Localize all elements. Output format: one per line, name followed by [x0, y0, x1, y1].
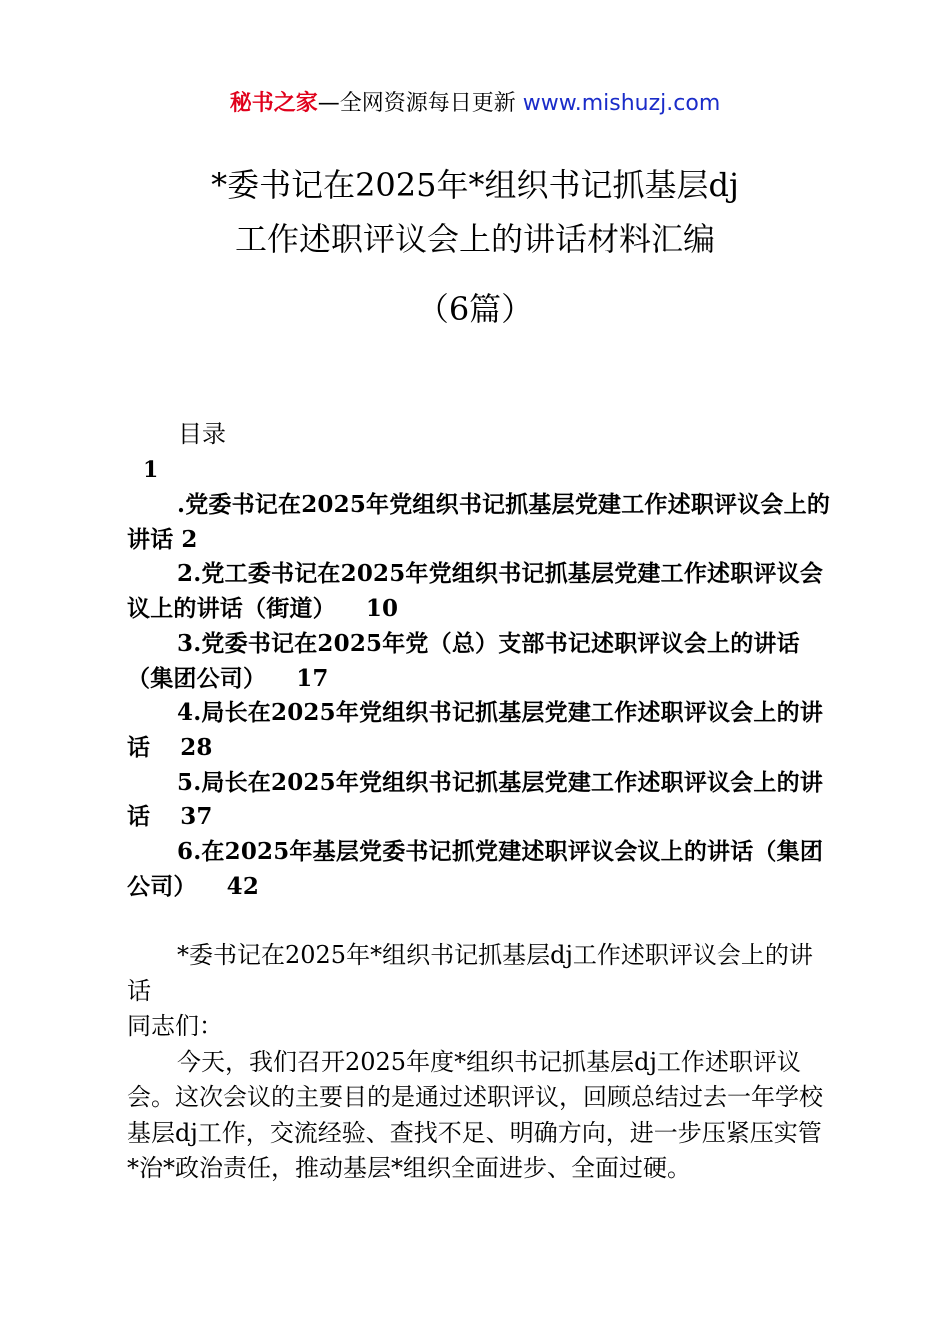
toc-first-number: 1	[143, 457, 159, 483]
toc-item-text: .党委书记在2025年党组织书记抓基层党建工作述职评议会上的讲话	[127, 491, 831, 553]
toc-item-page: 10	[365, 595, 399, 623]
section-title: *委书记在2025年*组织书记抓基层dj工作述职评议会上的讲话	[127, 941, 813, 1005]
document-title	[0, 158, 950, 336]
toc-item-text: 3.党委书记在2025年党（总）支部书记述职评议会上的讲话（集团公司）	[127, 629, 800, 692]
document-body	[127, 938, 833, 1187]
site-brand: 秘书之家	[229, 91, 318, 116]
toc-item[interactable]	[127, 696, 833, 765]
title-line-2: 工作述职评议会上的讲话材料汇编	[234, 220, 715, 258]
salutation: 同志们：	[127, 1012, 223, 1040]
toc-item-text: 6.在2025年基层党委书记抓党建述职评议会议上的讲话（集团公司）	[127, 838, 824, 900]
title-line-1: *委书记在2025年*组织书记抓基层dj	[211, 166, 739, 204]
toc-item-page: 17	[296, 664, 329, 692]
toc-item-page: 37	[180, 803, 213, 831]
toc-item[interactable]	[127, 557, 833, 626]
site-url-link[interactable]: www.mishuzj.com	[522, 91, 721, 116]
toc-item[interactable]	[127, 835, 833, 904]
toc-item[interactable]	[127, 488, 833, 557]
toc-item-page: 2	[181, 525, 198, 553]
toc-item-text: 4.局长在2025年党组织书记抓基层党建工作述职评议会上的讲话	[127, 699, 824, 761]
site-slogan: —全网资源每日更新	[317, 91, 516, 116]
toc-heading: 目录	[178, 420, 226, 448]
table-of-contents	[127, 488, 833, 904]
body-paragraph: 今天，我们召开2025年度*组织书记抓基层dj工作述职评议会。这次会议的主要目的是通过述职评议，回顾总结过去一年学校基层dj工作，交流经验、查找不足、明确方向，进一步压紧压实管*治*政治责任，推动基层*组织全面进步、全面过硬。	[127, 1047, 823, 1182]
toc-item-text: 5.局长在2025年党组织书记抓基层党建工作述职评议会上的讲话	[127, 768, 824, 831]
toc-item[interactable]	[127, 766, 833, 835]
toc-item[interactable]	[127, 627, 833, 696]
site-header	[0, 88, 950, 120]
toc-item-page: 28	[180, 733, 213, 761]
title-line-3: （6篇）	[416, 290, 534, 328]
toc-item-text: 2.党工委书记在2025年党组织书记抓基层党建工作述职评议会议上的讲话（街道）	[127, 560, 824, 623]
toc-item-page: 42	[226, 872, 260, 900]
